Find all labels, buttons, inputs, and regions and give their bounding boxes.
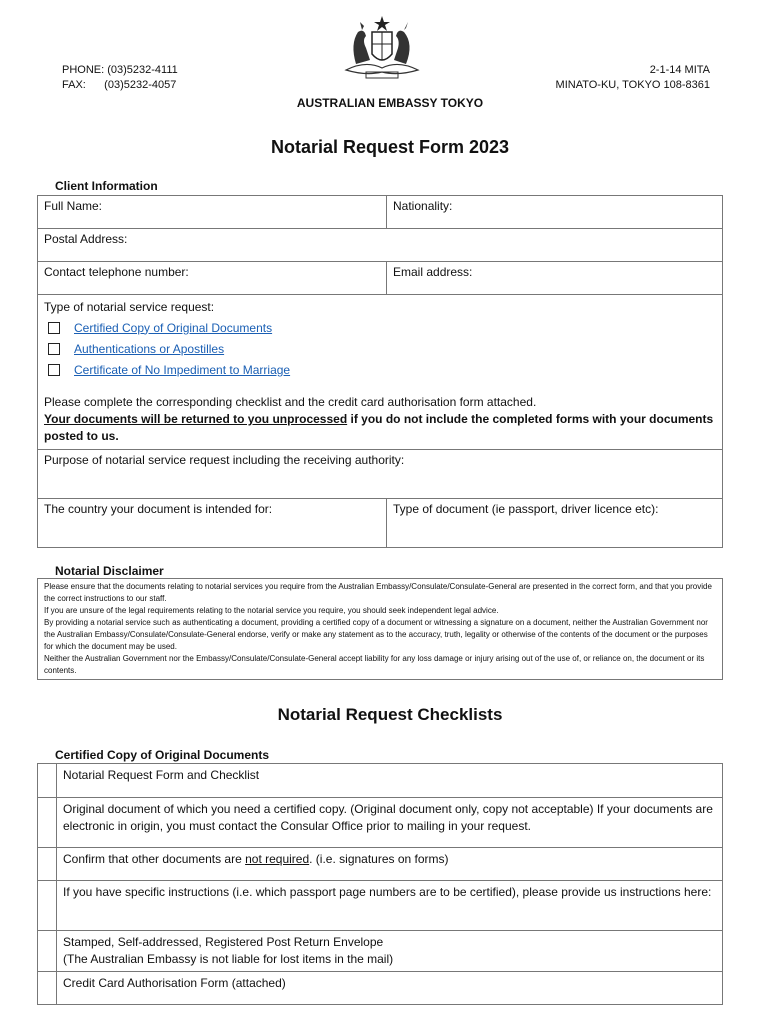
note-warning-rest: if you do not include the completed forms with your documents posted to us. [44, 412, 714, 443]
note-line1: Please complete the corresponding checklist and the credit card authorisation form attached. [44, 395, 537, 409]
service-type-label: Type of notarial service request: [44, 300, 215, 314]
postal-address-field[interactable] [38, 229, 723, 262]
checkbox[interactable] [48, 322, 60, 334]
option-certified-copy[interactable] [44, 317, 716, 338]
embassy-name: AUSTRALIAN EMBASSY TOKYO [296, 96, 484, 110]
form-title: Notarial Request Form 2023 [270, 137, 510, 157]
contact-phone-field[interactable] [38, 262, 387, 295]
checklist-item: Notarial Request Form and Checklist [57, 764, 723, 798]
client-info-heading: Client Information [55, 179, 158, 193]
email-field[interactable] [387, 262, 723, 295]
item3-underlined: not required [245, 852, 310, 866]
note-warning-underlined: Your documents will be returned to you unprocessed [44, 412, 348, 426]
coat-of-arms-logo [336, 14, 428, 82]
full-name-label: Full Name: [44, 199, 103, 213]
country-field[interactable] [38, 499, 387, 548]
disclaimer-paragraph: Neither the Australian Government nor the Embassy/Consulate/Consulate-General accept liability for any loss damage or injury arising out of the use of, or reliance on, the document or its contents. [44, 654, 705, 675]
contact-phone-label: Contact telephone number: [44, 265, 189, 279]
checklist-tick-cell[interactable] [38, 972, 57, 1005]
phone-text: PHONE: (03)5232-4111 [62, 64, 178, 76]
address-line2: MINATO-KU, TOKYO 108-8361 [555, 79, 710, 91]
purpose-label: Purpose of notarial service request including the receiving authority: [44, 453, 405, 467]
checklist-item: Credit Card Authorisation Form (attached) [57, 972, 723, 1005]
checklist-tick-cell[interactable] [38, 798, 57, 848]
cni-link[interactable]: Certificate of No Impediment to Marriage [74, 362, 291, 377]
checklist-tick-cell[interactable] [38, 764, 57, 798]
item5-line2: (The Australian Embassy is not liable for lost items in the mail) [63, 952, 394, 966]
client-info-table [37, 195, 723, 548]
item5-line1: Stamped, Self-addressed, Registered Post Return Envelope [63, 935, 384, 949]
checklist-row [38, 798, 723, 848]
checkbox[interactable] [48, 343, 60, 355]
checklist-item: If you have specific instructions (i.e. which passport page numbers are to be certified), please provide us instructions here: [57, 881, 723, 931]
authentications-link[interactable]: Authentications or Apostilles [74, 341, 225, 356]
checklist-table [37, 763, 723, 1005]
certified-copy-link[interactable]: Certified Copy of Original Documents [74, 320, 273, 335]
note-warning [44, 411, 716, 445]
doc-type-field[interactable] [387, 499, 723, 548]
checklist-tick-cell[interactable] [38, 881, 57, 931]
checklist-row [38, 972, 723, 1005]
checklist-tick-cell[interactable] [38, 931, 57, 972]
option-authentications[interactable] [44, 338, 716, 359]
full-name-field[interactable] [38, 196, 387, 229]
contact-phone-fax [62, 63, 178, 93]
country-label: The country your document is intended for: [44, 502, 273, 516]
fax-text: FAX: (03)5232-4057 [62, 79, 177, 91]
checklist-row [38, 931, 723, 972]
disclaimer-paragraph: Please ensure that the documents relating to notarial services you require from the Australian Embassy/Consulate/Consulate-General are presented in the correct form, and that you provide the correct instructions to our staff. [44, 582, 712, 603]
checklist-item: Original document of which you need a certified copy. (Original document only, copy not acceptable) If your documents are electronic in origin, you must contact the Consular Office prior to mailing in your request. [57, 798, 723, 848]
service-type-cell [38, 295, 723, 450]
disclaimer-box [37, 578, 723, 680]
checkbox[interactable] [48, 364, 60, 376]
doc-type-label: Type of document (ie passport, driver licence etc): [393, 502, 659, 516]
checklist-tick-cell[interactable] [38, 848, 57, 881]
disclaimer-paragraph: If you are unsure of the legal requirements relating to the notarial service you require, you should seek independent legal advice. [44, 606, 499, 615]
checklist-row [38, 764, 723, 798]
checklist-row [38, 881, 723, 931]
item3-post: . (i.e. signatures on forms) [309, 852, 449, 866]
nationality-label: Nationality: [393, 199, 453, 213]
instruction-note [44, 394, 716, 445]
checklists-title: Notarial Request Checklists [277, 705, 503, 724]
address-line1: 2-1-14 MITA [649, 64, 710, 76]
item3-pre: Confirm that other documents are [63, 852, 246, 866]
checklist-row [38, 848, 723, 881]
nationality-field[interactable] [387, 196, 723, 229]
disclaimer-paragraph: By providing a notarial service such as authenticating a document, providing a certified copy of a document or witnessing a signature on a document, neither the Australian Government nor the Australian Embassy/Consulate/Consulate-General endorse, verify or make any statement as to the accuracy, truth, legality or otherwise of the contents of the document or the purposes for which the document may be used. [44, 618, 708, 651]
postal-address-label: Postal Address: [44, 232, 128, 246]
checklist-item [57, 848, 723, 881]
embassy-address [556, 63, 710, 93]
option-cni[interactable] [44, 359, 716, 380]
checklist-item [57, 931, 723, 972]
disclaimer-heading: Notarial Disclaimer [55, 564, 164, 578]
certified-copy-heading: Certified Copy of Original Documents [55, 748, 270, 762]
email-label: Email address: [393, 265, 473, 279]
purpose-field[interactable] [38, 450, 723, 499]
